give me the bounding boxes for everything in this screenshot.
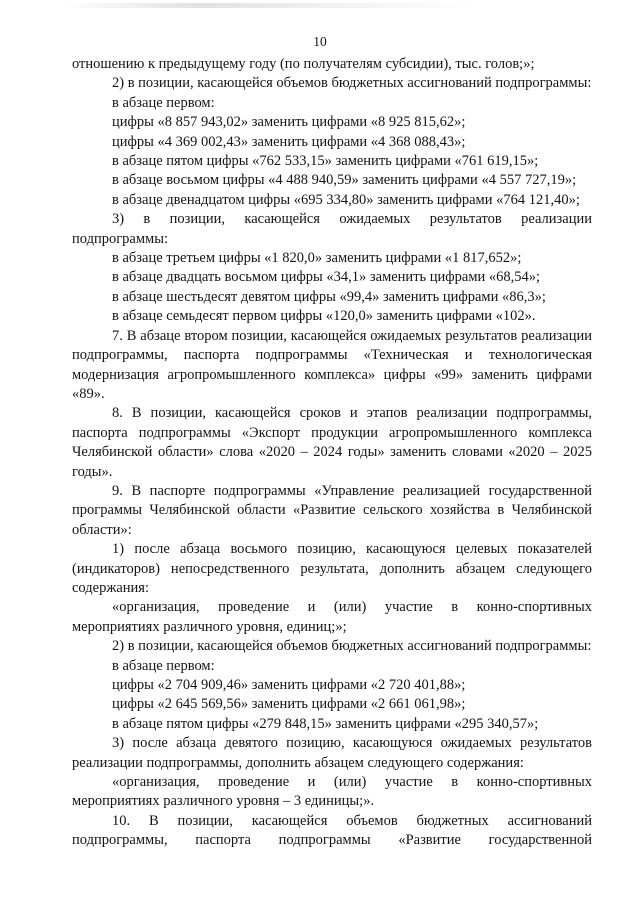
paragraph: 8. В позиции, касающейся сроков и этапов реализации подпрограммы, паспорта подпрограммы «Экспорт продукции агропромышленного комплекса Челябинской области» слова «2020 – 2024 годы» заменить словами «2020 – 2025 годы». bbox=[72, 405, 592, 480]
paragraph: цифры «2 704 909,46» заменить цифрами «2 720 401,88»; bbox=[112, 677, 466, 693]
page-number: 10 bbox=[313, 34, 327, 49]
paragraph: «организация, проведение и (или) участие в конно-спортивных мероприятиях различного уровня – 3 единицы;». bbox=[72, 774, 592, 810]
paragraph: 9. В паспорте подпрограммы «Управление реализацией государственной программы Челябинской области «Развитие сельского хозяйства в Челябинской области»: bbox=[72, 482, 592, 538]
paragraph: 2) в позиции, касающейся объемов бюджетных ассигнований подпрограммы: bbox=[112, 75, 592, 92]
paragraph: в абзаце двадцать восьмом цифры «34,1» заменить цифрами «68,54»; bbox=[112, 269, 541, 286]
paragraph: в абзаце пятом цифры «279 848,15» заменить цифрами «295 340,57»; bbox=[112, 715, 539, 732]
paragraph: в абзаце шестьдесят девятом цифры «99,4» заменить цифрами «86,3»; bbox=[112, 288, 546, 305]
paragraph: «организация, проведение и (или) участие в конно-спортивных мероприятиях различного уровня, единиц;»; bbox=[72, 599, 592, 635]
paragraph: 10. В позиции, касающейся объемов бюджетных ассигнований подпрограммы, паспорта подпрограммы «Развитие государственной bbox=[72, 812, 592, 849]
paragraph: в абзаце пятом цифры «762 533,15» заменить цифрами «761 619,15»; bbox=[112, 153, 539, 170]
paragraph: цифры «8 857 943,02» заменить цифрами «8 925 815,62»; bbox=[112, 114, 466, 131]
paragraph: в абзаце первом: bbox=[112, 657, 215, 674]
paragraph: цифры «4 369 002,43» заменить цифрами «4 368 088,43»; bbox=[112, 133, 466, 150]
paragraph: 7. В абзаце втором позиции, касающейся ожидаемых результатов реализации подпрограммы, паспорта подпрограммы «Техническая и технологическая модернизация агропромышленного комплекса» цифры «99» заменить цифрами «89». bbox=[72, 327, 592, 402]
document-body bbox=[72, 55, 592, 851]
paragraph: в абзаце первом: bbox=[112, 94, 215, 111]
paragraph: в абзаце третьем цифры «1 820,0» заменить цифрами «1 817,652»; bbox=[112, 250, 522, 267]
paragraph: в абзаце семьдесят первом цифры «120,0» заменить цифрами «102». bbox=[112, 308, 536, 325]
paragraph: 3) в позиции, касающейся ожидаемых результатов реализации подпрограммы: bbox=[72, 211, 592, 247]
paragraph: 1) после абзаца восьмого позицию, касающуюся целевых показателей (индикаторов) непосредственного результата, дополнить абзацем следующего содержания: bbox=[72, 541, 592, 596]
paragraph: 2) в позиции, касающейся объемов бюджетных ассигнований подпрограммы: bbox=[112, 638, 592, 655]
paragraph: отношению к предыдущему году (по получателям субсидии), тыс. голов;»; bbox=[72, 56, 535, 72]
paragraph: 3) после абзаца девятого позицию, касающуюся ожидаемых результатов реализации подпрограммы, дополнить абзацем следующего содержания: bbox=[72, 735, 592, 771]
scan-artifact bbox=[60, 3, 480, 8]
paragraph: в абзаце двенадцатом цифры «695 334,80» заменить цифрами «764 121,40»; bbox=[112, 191, 580, 208]
paragraph: в абзаце восьмом цифры «4 488 940,59» заменить цифрами «4 557 727,19»; bbox=[112, 172, 577, 189]
paragraph: цифры «2 645 569,56» заменить цифрами «2 661 061,98»; bbox=[112, 696, 466, 713]
